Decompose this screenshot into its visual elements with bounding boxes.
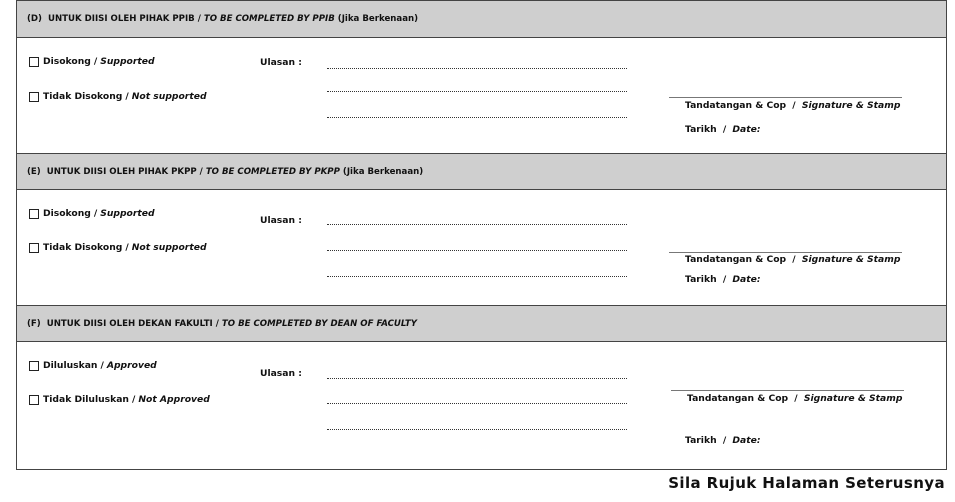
option-label-ms: Diluluskan — [43, 360, 98, 371]
section-e-option-not-supported[interactable] — [29, 242, 207, 253]
section-f-signature-line[interactable] — [671, 390, 904, 391]
checkbox-not-supported[interactable] — [29, 243, 39, 253]
section-e-signature-label — [685, 254, 900, 265]
section-e-code: (E) — [27, 166, 41, 177]
approval-form — [16, 0, 947, 470]
option-label-ms: Disokong — [43, 56, 91, 67]
option-label-en: Not supported — [131, 91, 207, 102]
section-e-title-ms: UNTUK DIISI OLEH PIHAK PKPP — [46, 166, 197, 177]
option-label-en: Supported — [100, 56, 155, 67]
section-f-date-label — [685, 435, 761, 446]
signature-label-ms: Tandatangan & Cop — [685, 100, 787, 111]
date-slash: / — [722, 274, 727, 285]
section-d-header — [17, 1, 946, 38]
date-label-en: Date: — [732, 124, 761, 135]
date-slash: / — [722, 435, 727, 446]
section-f-option-approved[interactable] — [29, 360, 157, 371]
section-e-header — [17, 153, 946, 190]
section-d-body — [17, 38, 946, 153]
section-f-option-not-approved[interactable] — [29, 394, 210, 405]
checkbox-supported[interactable] — [29, 57, 39, 67]
section-d-code: (D) — [27, 14, 42, 24]
checkbox-approved[interactable] — [29, 361, 39, 371]
section-d-signature-label — [685, 100, 900, 111]
section-e-note: (Jika Berkenaan) — [342, 166, 424, 177]
option-label-ms: Tidak Disokong — [43, 91, 123, 102]
option-label-en: Approved — [106, 360, 157, 371]
option-slash: / — [93, 56, 98, 67]
signature-label-en: Signature & Stamp — [801, 100, 901, 111]
option-label-en: Supported — [100, 208, 155, 219]
section-d-title-en: TO BE COMPLETED BY PPIB — [203, 14, 335, 24]
option-slash: / — [125, 91, 129, 102]
signature-label-ms: Tandatangan & Cop — [687, 393, 789, 404]
signature-label-en: Signature & Stamp — [803, 393, 903, 404]
signature-slash: / — [794, 393, 798, 404]
checkbox-not-approved[interactable] — [29, 395, 39, 405]
section-f-title-ms: UNTUK DIISI OLEH DEKAN FAKULTI — [46, 318, 213, 329]
section-d-date-label — [685, 124, 761, 135]
section-d-comment-line-3[interactable] — [327, 117, 627, 118]
section-f-signature-label — [687, 393, 902, 404]
section-f-comment-line-3[interactable] — [327, 429, 627, 430]
section-d-option-not-supported[interactable] — [29, 91, 207, 102]
option-slash: / — [131, 394, 136, 405]
section-e-signature-line[interactable] — [669, 252, 902, 253]
section-f-slash: / — [215, 318, 219, 329]
option-label-en: Not supported — [131, 242, 207, 253]
section-e-title-en: TO BE COMPLETED BY PKPP — [205, 166, 340, 177]
signature-slash: / — [792, 100, 796, 111]
section-e-ulasan-label: Ulasan : — [260, 215, 302, 226]
section-e-option-supported[interactable] — [29, 208, 155, 219]
checkbox-not-supported[interactable] — [29, 92, 39, 102]
date-slash: / — [722, 124, 727, 135]
section-d-slash: / — [197, 14, 201, 24]
option-label-ms: Disokong — [43, 208, 91, 219]
section-e-comment-line-1[interactable] — [327, 224, 627, 225]
date-label-ms: Tarikh — [685, 124, 717, 135]
date-label-en: Date: — [732, 435, 761, 446]
footer-next-page-note: Sila Rujuk Halaman Seterusnya — [668, 474, 945, 492]
section-e-comment-line-3[interactable] — [327, 276, 627, 277]
section-f-body — [17, 342, 946, 470]
section-f-comment-line-1[interactable] — [327, 378, 627, 379]
date-label-ms: Tarikh — [685, 274, 717, 285]
section-f-code: (F) — [27, 318, 41, 329]
section-d-option-supported[interactable] — [29, 56, 155, 67]
section-d-comment-line-2[interactable] — [327, 91, 627, 92]
signature-label-en: Signature & Stamp — [801, 254, 901, 265]
checkbox-supported[interactable] — [29, 209, 39, 219]
option-label-ms: Tidak Disokong — [43, 242, 123, 253]
section-d-comment-line-1[interactable] — [327, 68, 627, 69]
section-e-date-label — [685, 274, 761, 285]
section-e-comment-line-2[interactable] — [327, 250, 627, 251]
section-e-slash: / — [199, 166, 203, 177]
option-slash: / — [125, 242, 129, 253]
section-f-comment-line-2[interactable] — [327, 403, 627, 404]
section-d-title-ms: UNTUK DIISI OLEH PIHAK PPIB — [47, 14, 195, 24]
option-label-ms: Tidak Diluluskan — [43, 394, 129, 405]
signature-slash: / — [792, 254, 796, 265]
signature-label-ms: Tandatangan & Cop — [685, 254, 787, 265]
option-slash: / — [100, 360, 104, 371]
section-f-header — [17, 305, 946, 342]
option-label-en: Not Approved — [138, 394, 210, 405]
option-slash: / — [93, 208, 98, 219]
section-d-ulasan-label: Ulasan : — [260, 57, 302, 68]
section-e-body — [17, 190, 946, 305]
date-label-ms: Tarikh — [685, 435, 717, 446]
section-d-signature-line[interactable] — [669, 97, 902, 98]
date-label-en: Date: — [732, 274, 761, 285]
section-d-note: (Jika Berkenaan) — [337, 14, 419, 24]
section-f-ulasan-label: Ulasan : — [260, 368, 302, 379]
section-f-title-en: TO BE COMPLETED BY DEAN OF FACULTY — [221, 318, 418, 329]
